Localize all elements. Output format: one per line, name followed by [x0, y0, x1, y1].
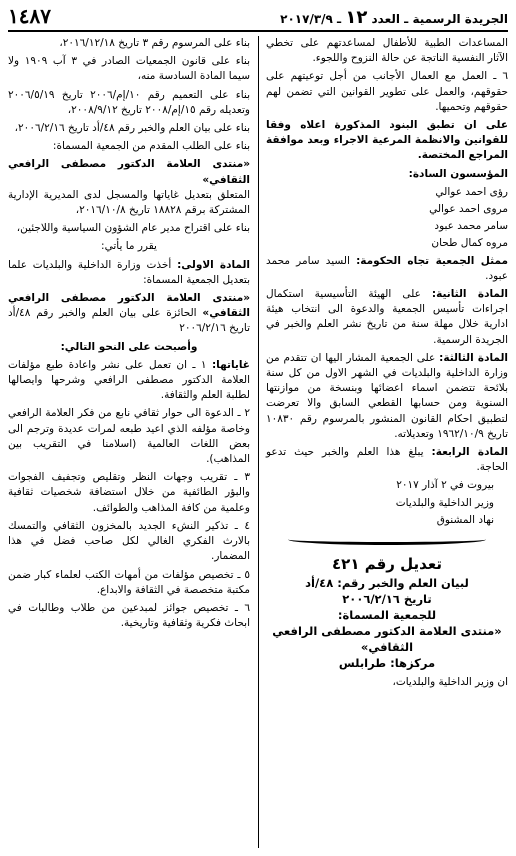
article-2 [266, 287, 508, 348]
association-name: «منتدى العلامة الدكتور مصطفى الرافعي الثقافي» [8, 158, 250, 186]
article-4 [266, 445, 508, 475]
sign-name: نهاد المشنوق [436, 513, 494, 526]
amendment-assoc-name: «منتدى العلامة الدكتور مصطفى الرافعي الثقافي» [272, 624, 502, 655]
paragraph: المتعلق بتعديل غاياتها والمسجل لدى المديرية الإدارية المشتركة برقم ١٨٨٢٨ تاريخ ٢٠١٦/١٠/٨، [8, 188, 250, 217]
paragraph: بناء على الطلب المقدم من الجمعية المسماة: [52, 140, 250, 153]
sign-place: بيروت في ٢ آذار ٢٠١٧ [396, 479, 494, 492]
amendment-location: مركزها: طرابلس [338, 656, 436, 671]
label: المادة الرابعة: [431, 446, 508, 459]
page-number: ١٤٨٧ [8, 4, 51, 28]
goal-6: ٦ ـ تخصيص جوائز لمبدعين من طلاب وطالبات في ابحاث فكرية وثقافية وتاريخية. [8, 601, 250, 630]
label: ممثل الجمعية تجاه الحكومة: [356, 254, 508, 267]
amendment-assoc-label: للجمعية المسماة: [337, 608, 437, 623]
column-divider [258, 36, 259, 848]
list-item: مروى احمد عوالي [429, 203, 508, 216]
paragraph: بناء على قانون الجمعيات الصادر في ٣ آب ١٩٠٩ ولا سيما المادة السادسة منه، [8, 55, 250, 83]
goal-3: ٣ ـ تقريب وجهات النظر وتقليص وتجفيف الفجوات والبؤر الطائفية من خلال استضافة شخصيات ثقافية وعلمية من كافة المذاهب والطوائف. [8, 471, 250, 514]
government-representative [266, 254, 508, 284]
sign-title: وزير الداخلية والبلديات [395, 496, 494, 509]
goal-1 [8, 358, 250, 404]
value: على الهيئة التأسيسية استكمال اجراءات تأسيس الجمعية والدعوة الى انتخاب هيئة ادارية خلال مهلة سنة من تاريخ نشر العلم والخبر في الجريدة الرسمية. [266, 288, 508, 346]
value: أخذت وزارة الداخلية والبلديات علما بتعديل الجمعية المسماة: [8, 258, 250, 286]
value: على الجمعية المشار اليها ان تتقدم من وزارة الداخلية والبلديات في الشهر الاول من كل سنة بلائحة تتضمن اسماء اعضائها وبنسخة من موازنتها السنوية ومن حسابها القطعي السابق والا تعرضت لتطبيق احكام القانون المنشور بالمرسوم رقم ١٠٨٣٠ تاريخ ١٩٦٢/١٠/٩ وتعديلاته. [266, 351, 508, 440]
paragraph: ٦ ـ العمل مع العمال الأجانب من أجل توعيتهم على حقوقهم، والعمل على تطوير القوانين التي تضمن لهم حقوقهم وتحميها. [266, 70, 508, 113]
header-title-prefix: الجريدة الرسمية ـ العدد [371, 12, 508, 26]
paragraph: بناء على التعميم رقم ١٠/إم/٢٠٠٦ تاريخ ٢٠٠٦/٥/١٩ وتعديله رقم ١٥/إم/٢٠٠٨ تاريخ ٢٠٠٨/٩/١٢، [8, 88, 250, 116]
value: ١ ـ ان تعمل على نشر واعادة طبع مؤلفات العلامة الدكتور مصطفى الرافعي وشرحها وايصالها لطلبة العلم والثقافة. [8, 358, 250, 402]
signature-block [266, 478, 508, 528]
paragraph: بناء على اقتراح مدير عام الشؤون السياسية واللاجئين، [16, 222, 250, 235]
closing-line: ان وزير الداخلية والبلديات، [392, 676, 508, 689]
paragraph: بناء على المرسوم رقم ٣ تاريخ ٢٠١٦/١٢/١٨، [59, 37, 250, 49]
header-title [280, 7, 508, 28]
article-1 [8, 258, 250, 288]
amendment-ref: لبيان العلم والخبر رقم: ٤٨/أد [305, 576, 469, 591]
goal-5: ٥ ـ تخصيص مؤلفات من أمهات الكتب لعلماء كبار ضمن مكتبة متخصصة في الثقافة والابداع. [8, 568, 250, 596]
paragraph: على ان تطبق البنود المذكورة اعلاه وفقا للقوانين والانظمة المرعية الاجراء وبعد موافقة المراجع المختصة. [266, 119, 508, 162]
goal-2: ٢ ـ الدعوة الى حوار ثقافي نابع من فكر العلامة الرافعي وخاصة مؤلفه الذي اعيد طبعه لمرات عديدة وترجم الى بعض اللغات العالمية (اسلامنا في التقريب بين المذاهب). [8, 407, 250, 466]
amendment-date: تاريخ ٢٠٠٦/٢/١٦ [342, 592, 432, 607]
amendment-heading [266, 553, 508, 671]
value: السيد سامر محمد عبود. [266, 254, 508, 282]
association-name-block [8, 291, 250, 337]
amendment-number: تعديل رقم ٤٢١ [332, 555, 442, 574]
label: المادة الثالثة: [439, 351, 508, 364]
became-heading: وأصبحت على النحو التالي: [60, 340, 198, 353]
label: المادة الثانية: [431, 288, 508, 301]
paragraph: بناء على بيان العلم والخبر رقم ٤٨/أد تاريخ ٢٠٠٦/٢/١٦، [14, 122, 250, 135]
left-column [8, 36, 250, 634]
article-3 [266, 351, 508, 442]
label: المادة الاولى: [177, 258, 250, 271]
separator-ornament [288, 534, 486, 545]
value: يبلغ هذا العلم والخبر حيث تدعو الحاجة. [266, 446, 508, 474]
goal-4: ٤ ـ تذكير النشء الجديد بالمخزون الثقافي والتمسك بالارث الفكري الغالي لكل صاحب فضل في هذا المضمار. [8, 519, 250, 563]
value: الحائزة على بيان العلم والخبر رقم ٤٨/أد تاريخ ٢٠٠٦/٢/١٦ [8, 307, 250, 335]
association-name: «منتدى العلامة الدكتور مصطفى الرافعي الثقافي» [8, 292, 251, 320]
list-item: رؤى احمد عوالي [435, 185, 508, 198]
right-column [266, 36, 508, 693]
header-rule [8, 30, 508, 32]
issue-date: ـ ٢٠١٧/٣/٩ [280, 12, 342, 26]
page-header [8, 4, 508, 28]
founders-heading: المؤسسون السادة: [408, 167, 508, 180]
list-item: مروه كمال طحان [431, 237, 508, 250]
decides-heading: يقرر ما يأتي: [101, 240, 157, 253]
founders-list [266, 185, 508, 252]
goals-label: غاياتها: [211, 358, 250, 371]
paragraph: المساعدات الطبية للأطفال لمساعدتهم على تخطي الآثار النفسية الناتجة عن حالة النزوح واللجوء. [266, 37, 508, 65]
list-item: سامر محمد عبود [434, 220, 508, 233]
issue-number: ١٢ [345, 7, 368, 28]
